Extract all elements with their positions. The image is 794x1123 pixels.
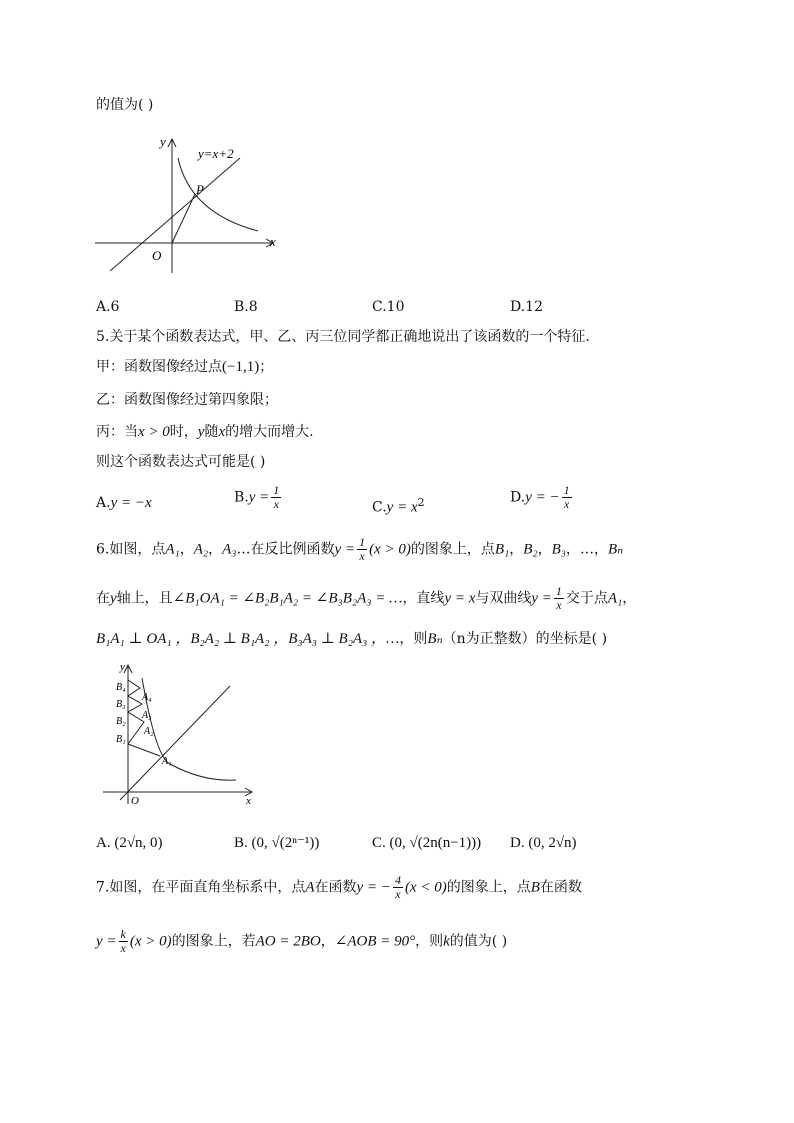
fig2-y-label: y: [120, 661, 125, 673]
fig2-line-y-eq-x: [120, 686, 230, 800]
q5-jia-text: 甲：函数图像经过点: [96, 359, 222, 375]
q5-yi: 乙：函数图像经过第四象限；: [96, 392, 278, 408]
q4-tail: 的值为( ): [96, 97, 154, 113]
fig1-line: [110, 158, 240, 271]
fig1-point-label: P: [196, 182, 204, 197]
fig1-y-label: y: [160, 134, 166, 149]
q5-bing: [96, 423, 314, 441]
fig1-segment-op: [172, 194, 195, 243]
q7-line-2: y = $\frac{k}{x}$ (x > 0)的图象上，若AO = 2BO，∠AOB = 90°，则k的值为( ): [96, 927, 508, 955]
q5-bing-d: 的增大而增大.: [225, 424, 314, 440]
fig2-label-a1: A₁: [162, 756, 172, 767]
fig2-label-b1: B₁: [116, 734, 126, 745]
q4-option-c[interactable]: C.10: [372, 299, 405, 315]
fig2-label-b2: B₂: [116, 716, 126, 727]
fig1-x-label: x: [270, 234, 276, 249]
q5-bing-b: 时，: [169, 424, 198, 440]
q7-line-1: 7.如图，在平面直角坐标系中，点A在函数y = − $\frac{4}{x}$ (x < 0)的图象上，点B在函数: [96, 873, 582, 901]
q5-bing-a: 丙：当: [96, 424, 138, 440]
q6-line-3: B₁A₁ ⊥ OA₁ ，B₂A₂ ⊥ B₁A₂ ，B₃A₃ ⊥ B₂A₃ ，…，则Bₙ（n为正整数）的坐标是( ): [96, 631, 608, 647]
figure-1: [90, 128, 290, 278]
q6-option-a[interactable]: A. (2√n, 0): [96, 835, 163, 851]
fig1-line-label: y=x+2: [198, 146, 234, 161]
fig2-label-a2: A₂: [144, 726, 154, 737]
fig2-x-label: x: [246, 795, 251, 807]
q5-jia-point: (−1,1): [222, 359, 260, 375]
q5-option-b[interactable]: B.y = $\frac{1}{x}$: [234, 483, 280, 511]
q4-option-d[interactable]: D.12: [510, 299, 543, 315]
q6-option-b[interactable]: B. (0, √(2ⁿ⁻¹)): [234, 835, 320, 851]
q5-bing-y: y: [197, 424, 205, 440]
fig1-hyperbola: [178, 158, 258, 231]
q5-stem: 5.关于某个函数表达式，甲、乙、丙三位同学都正确地说出了该函数的一个特征.: [96, 329, 590, 345]
q4-option-b[interactable]: B.8: [234, 299, 258, 315]
q4-option-a[interactable]: A.6: [96, 299, 120, 315]
fig2-label-a3: A₃: [142, 710, 152, 721]
q5-bing-c: 随: [204, 424, 219, 440]
fig2-label-b4: B₄: [116, 682, 126, 693]
q6-option-c[interactable]: C. (0, √(2n(n−1))): [372, 835, 482, 851]
q5-jia-end: ；: [259, 359, 274, 375]
fig2-b1-a1: [128, 744, 160, 756]
q5-option-a[interactable]: A.y = −x: [96, 495, 152, 511]
q5-option-c[interactable]: $C.y = x^2$: [372, 496, 425, 516]
fig2-origin-label: O: [131, 795, 139, 807]
q5-bing-x: x: [218, 424, 226, 440]
fig1-origin-label: O: [152, 248, 162, 263]
q6-option-d[interactable]: D. (0, 2√n): [510, 835, 577, 851]
fig2-label-a4: A₄: [142, 692, 152, 703]
figure-2: [98, 658, 268, 808]
q5-ask: 则这个函数表达式可能是( ): [96, 454, 266, 470]
q5-option-d[interactable]: D.y = − $\frac{1}{x}$: [510, 483, 570, 511]
q6-line-1: 6.如图，点A₁，A₂，A₃…在反比例函数y = $\frac{1}{x}$ (x > 0)的图象上，点B₁，B₂，B₃，…，Bₙ: [96, 535, 624, 563]
q5-jia: [96, 358, 273, 376]
q6-line-2: 在y轴上，且∠B₁OA₁ = ∠B₂B₁A₂ = ∠B₃B₂A₃ = …，直线y = x与双曲线y = $\frac{1}{x}$ 交于点A₁，: [96, 584, 637, 612]
fig2-label-b3: B₃: [116, 699, 126, 710]
q5-bing-cond: x > 0: [138, 424, 170, 440]
